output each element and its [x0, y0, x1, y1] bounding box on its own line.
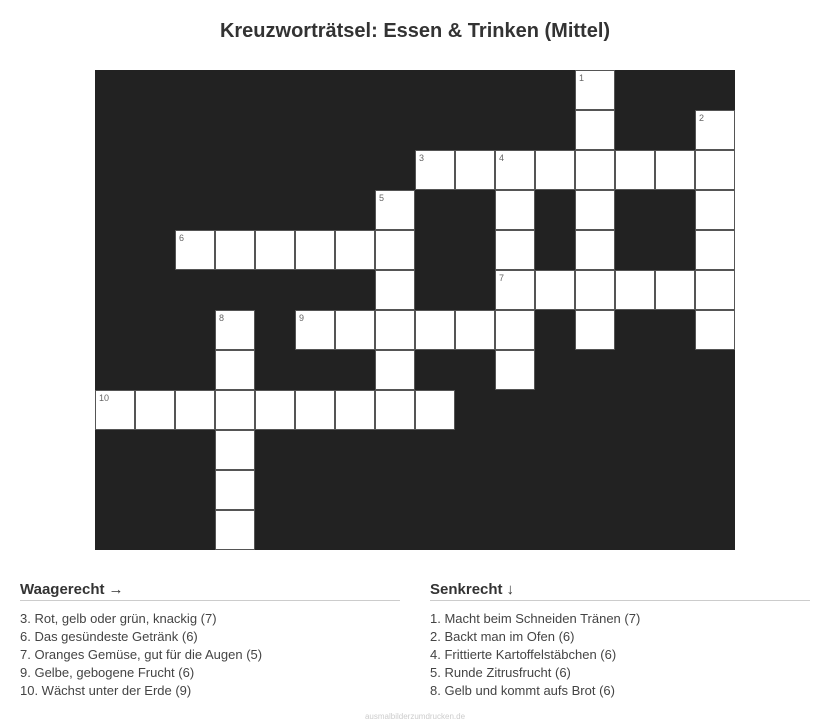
clue-number: 1 [579, 73, 585, 83]
crossword-cell[interactable] [455, 310, 495, 350]
crossword-cell[interactable] [695, 150, 735, 190]
crossword-cell[interactable] [335, 390, 375, 430]
crossword-cell[interactable] [495, 150, 535, 190]
clue-number: 3 [419, 153, 425, 163]
clue-number: 9 [299, 313, 305, 323]
crossword-cell[interactable] [415, 150, 455, 190]
down-arrow-icon: ↓ [506, 581, 515, 598]
crossword-cell[interactable] [95, 390, 135, 430]
crossword-cell[interactable] [695, 270, 735, 310]
across-heading [20, 581, 400, 601]
down-heading-label: Senkrecht [430, 581, 503, 598]
crossword-cell[interactable] [695, 110, 735, 150]
crossword-cell[interactable] [215, 390, 255, 430]
crossword-cell[interactable] [215, 470, 255, 510]
crossword-cell[interactable] [495, 230, 535, 270]
crossword-cell[interactable] [575, 70, 615, 110]
crossword-cell[interactable] [575, 150, 615, 190]
crossword-cell[interactable] [615, 150, 655, 190]
crossword-cell[interactable] [295, 230, 335, 270]
crossword-cell[interactable] [175, 390, 215, 430]
crossword-cell[interactable] [655, 270, 695, 310]
down-clue: 1. Macht beim Schneiden Tränen (7) [430, 611, 641, 626]
crossword-cell[interactable] [415, 390, 455, 430]
crossword-cell[interactable] [335, 230, 375, 270]
across-clue-list [20, 610, 400, 700]
crossword-cell[interactable] [135, 390, 175, 430]
crossword-cell[interactable] [375, 390, 415, 430]
crossword-cell[interactable] [375, 230, 415, 270]
crossword-cell[interactable] [695, 230, 735, 270]
crossword-cell[interactable] [655, 150, 695, 190]
crossword-cell[interactable] [375, 270, 415, 310]
crossword-cell[interactable] [295, 390, 335, 430]
crossword-cell[interactable] [415, 310, 455, 350]
crossword-cell[interactable] [615, 270, 655, 310]
crossword-cell[interactable] [375, 190, 415, 230]
crossword-cell[interactable] [575, 190, 615, 230]
crossword-cell[interactable] [255, 390, 295, 430]
clue-number: 8 [219, 313, 225, 323]
puzzle-title: Kreuzworträtsel: Essen & Trinken (Mittel) [219, 20, 611, 42]
crossword-cell[interactable] [215, 350, 255, 390]
clue-number: 4 [499, 153, 505, 163]
down-clue: 4. Frittierte Kartoffelstäbchen (6) [430, 647, 617, 662]
right-arrow-icon: → [108, 581, 124, 598]
crossword-cell[interactable] [375, 310, 415, 350]
crossword-cell[interactable] [495, 310, 535, 350]
clue-number: 7 [499, 273, 505, 283]
clue-number: 10 [99, 393, 110, 403]
crossword-cell[interactable] [215, 230, 255, 270]
clue-number: 5 [379, 193, 385, 203]
across-clue: 7. Oranges Gemüse, gut für die Augen (5) [20, 647, 263, 662]
crossword-cell[interactable] [255, 230, 295, 270]
crossword-cell[interactable] [575, 110, 615, 150]
crossword-cell[interactable] [215, 430, 255, 470]
clue-number: 6 [179, 233, 185, 243]
crossword-cell[interactable] [375, 350, 415, 390]
crossword-cell[interactable] [495, 270, 535, 310]
crossword-cell[interactable] [495, 350, 535, 390]
footer-watermark: ausmalbilderzumdrucken.de [364, 712, 466, 721]
across-clue: 3. Rot, gelb oder grün, knackig (7) [20, 611, 217, 626]
crossword-cell[interactable] [455, 150, 495, 190]
down-clue-list [430, 610, 810, 700]
across-clue: 6. Das gesündeste Getränk (6) [20, 629, 198, 644]
crossword-cell[interactable] [335, 310, 375, 350]
crossword-grid [95, 70, 735, 550]
crossword-cell[interactable] [575, 310, 615, 350]
down-clues-section [430, 581, 810, 700]
across-clues-section [20, 581, 400, 700]
across-clue: 10. Wächst unter der Erde (9) [20, 683, 192, 698]
across-clue: 9. Gelbe, gebogene Frucht (6) [20, 665, 195, 680]
down-clue: 2. Backt man im Ofen (6) [430, 629, 575, 644]
down-clue: 5. Runde Zitrusfrucht (6) [430, 665, 571, 680]
crossword-cell[interactable] [535, 150, 575, 190]
crossword-cell[interactable] [695, 310, 735, 350]
across-heading-label: Waagerecht [20, 581, 105, 598]
crossword-cell[interactable] [495, 190, 535, 230]
crossword-cell[interactable] [215, 310, 255, 350]
crossword-cell[interactable] [215, 510, 255, 550]
down-heading [430, 581, 810, 601]
clue-number: 2 [699, 113, 705, 123]
crossword-cell[interactable] [175, 230, 215, 270]
crossword-cell[interactable] [695, 190, 735, 230]
crossword-cell[interactable] [575, 230, 615, 270]
crossword-cell[interactable] [295, 310, 335, 350]
crossword-cell[interactable] [575, 270, 615, 310]
down-clue: 8. Gelb und kommt aufs Brot (6) [430, 683, 615, 698]
crossword-cell[interactable] [535, 270, 575, 310]
